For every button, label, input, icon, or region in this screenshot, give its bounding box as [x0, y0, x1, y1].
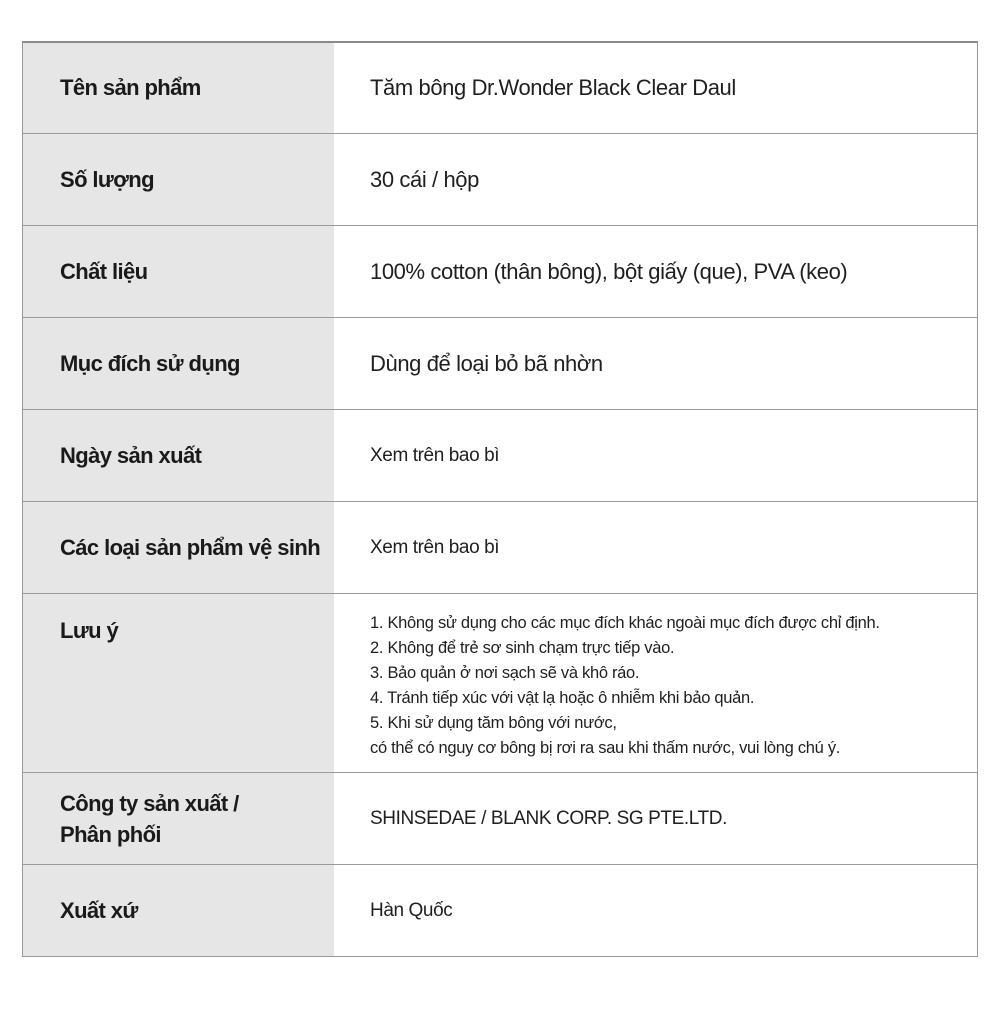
product-spec-table [22, 41, 978, 957]
spec-label: Ngày sản xuất [23, 410, 334, 501]
spec-row-quantity [23, 134, 977, 226]
spec-value: Xem trên bao bì [370, 444, 500, 466]
spec-value: SHINSEDAE / BLANK CORP. SG PTE.LTD. [370, 807, 727, 829]
spec-label [23, 773, 334, 864]
spec-value: Hàn Quốc [370, 899, 453, 921]
spec-label: Lưu ý [23, 594, 334, 772]
company-label-line2: Phân phối [60, 821, 161, 847]
notes-line: 4. Tránh tiếp xúc với vật lạ hoặc ô nhiễm khi bảo quản. [370, 689, 755, 707]
spec-row-material [23, 226, 977, 318]
spec-row-notes [23, 594, 977, 773]
spec-row-manufacture-date [23, 410, 977, 502]
spec-value: 30 cái / hộp [370, 166, 479, 192]
spec-label: Chất liệu [23, 226, 334, 317]
spec-label: Số lượng [23, 134, 334, 225]
notes-line: có thể có nguy cơ bông bị rơi ra sau khi thấm nước, vui lòng chú ý. [370, 739, 841, 757]
notes-line: 2. Không để trẻ sơ sinh chạm trực tiếp vào. [370, 639, 675, 657]
spec-label: Xuất xứ [23, 865, 334, 956]
spec-row-origin [23, 865, 977, 956]
spec-value: Tăm bông Dr.Wonder Black Clear Daul [370, 75, 736, 100]
spec-value: 100% cotton (thân bông), bột giấy (que), PVA (keo) [370, 258, 848, 284]
spec-label: Mục đích sử dụng [23, 318, 334, 409]
spec-label: Các loại sản phẩm vệ sinh [23, 502, 334, 593]
spec-label: Tên sản phẩm [23, 43, 334, 133]
notes-list [334, 594, 977, 772]
spec-row-purpose [23, 318, 977, 410]
notes-line: 5. Khi sử dụng tăm bông với nước, [370, 714, 617, 732]
company-label-line1: Công ty sản xuất / [60, 790, 239, 816]
spec-value: Dùng để loại bỏ bã nhờn [370, 350, 603, 376]
spec-value: Xem trên bao bì [370, 536, 500, 558]
spec-row-company [23, 773, 977, 865]
notes-line: 1. Không sử dụng cho các mục đích khác ngoài mục đích được chỉ định. [370, 614, 880, 632]
spec-row-hygiene-type [23, 502, 977, 594]
spec-row-product-name [23, 43, 977, 134]
notes-line: 3. Bảo quản ở nơi sạch sẽ và khô ráo. [370, 664, 640, 682]
